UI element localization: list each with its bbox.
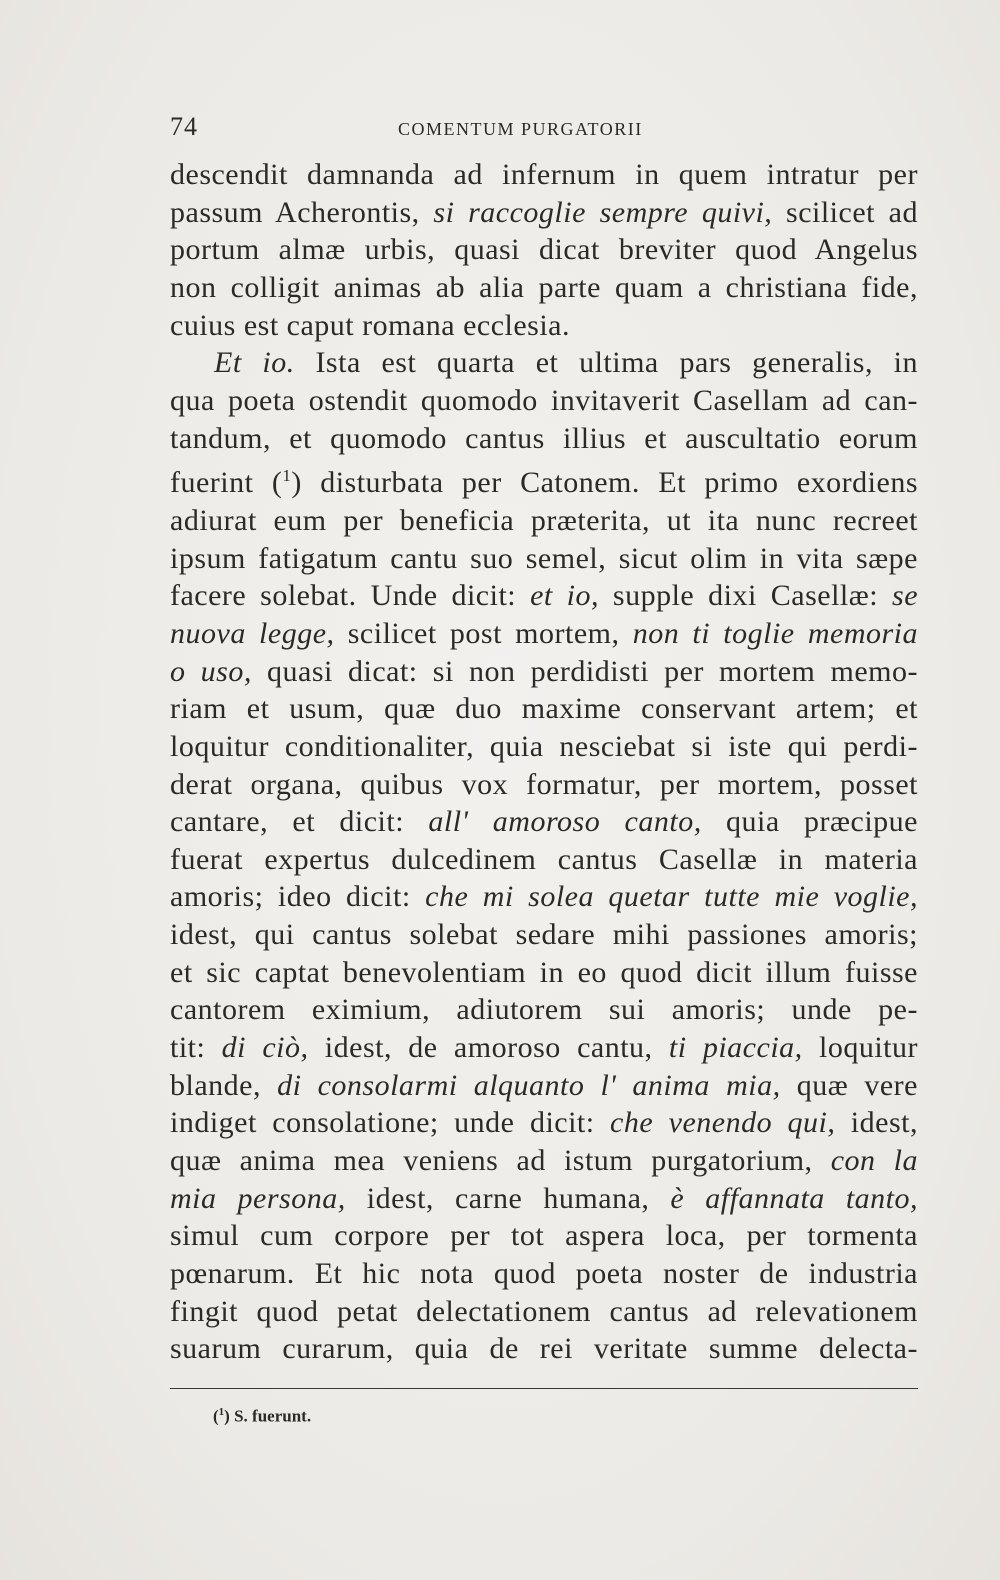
text-span: adiurat eum per beneficia præterita, ut ita nunc recreet: [170, 503, 918, 537]
text-span: scilicet ad: [772, 195, 918, 229]
text-span: riam et usum, quæ duo maxime conservant artem; et: [170, 692, 918, 726]
text-span: amoris; ideo dicit:: [170, 880, 426, 914]
footnote-marker: 1: [218, 1406, 225, 1418]
text-line: [170, 1180, 918, 1218]
footnote-reference: 1: [282, 466, 292, 486]
italic-span: se: [892, 579, 919, 613]
text-span: loquitur conditionaliter, quia nesciebat si iste qui perdi-: [170, 729, 918, 763]
italic-span: si raccoglie sempre quivi,: [433, 195, 773, 229]
text-span: descendit damnanda ad infernum in quem intratur per: [170, 158, 918, 191]
text-span: derat organa, quibus vox formatur, per mortem, posset: [170, 767, 918, 801]
text-span: quæ vere: [780, 1068, 918, 1102]
italic-span: è affannata tanto,: [670, 1181, 918, 1215]
text-line: [170, 502, 918, 540]
text-line: [170, 1293, 918, 1331]
text-span: idest, qui cantus solebat sedare mihi passiones amoris;: [170, 918, 918, 952]
text-line: [170, 156, 918, 194]
text-line: [170, 1217, 918, 1255]
page-number: 74: [170, 112, 198, 141]
text-line: [170, 954, 918, 992]
text-span: cuius est caput romana ecclesia.: [170, 308, 570, 342]
text-span: blande,: [170, 1068, 278, 1102]
text-line: [170, 991, 918, 1029]
text-line: [170, 344, 918, 382]
text-line: [170, 269, 918, 307]
text-span: ) disturbata per Catonem. Et primo exordiens: [291, 466, 918, 500]
text-span: facere solebat. Unde dicit:: [170, 579, 531, 613]
text-span: tandum, et quomodo cantus illius et auscultatio eorum: [170, 421, 918, 455]
text-line: [170, 577, 918, 615]
text-line: [170, 690, 918, 728]
text-span: portum almæ urbis, quasi dicat breviter quod Angelus: [170, 233, 918, 267]
text-line: [170, 1142, 918, 1180]
italic-span: che venendo qui,: [610, 1106, 836, 1140]
text-line: [170, 766, 918, 804]
text-line: [170, 1330, 918, 1368]
text-span: passum Acherontis,: [170, 195, 434, 229]
footnote-text: S. fuerunt.: [234, 1406, 312, 1426]
footnote: ($^1$) S. fuerunt.: [213, 1406, 312, 1426]
text-span: indiget consolatione; unde dicit:: [170, 1106, 611, 1140]
italic-span: mia persona,: [170, 1181, 346, 1215]
text-span: idest, de amoroso cantu,: [308, 1031, 669, 1065]
text-span: ipsum fatigatum cantu suo semel, sicut olim in vita sæpe: [170, 541, 918, 575]
text-span: fingit quod petat delectationem cantus ad relevationem: [170, 1294, 918, 1328]
italic-span: di ciò,: [221, 1031, 309, 1065]
italic-span: all' amoroso canto,: [428, 805, 702, 839]
text-line: [170, 307, 918, 345]
italic-span: che mi solea quetar tutte mie voglie,: [425, 880, 918, 914]
text-span: simul cum corpore per tot aspera loca, per tormenta: [170, 1219, 918, 1253]
text-line: [170, 878, 918, 916]
text-span: fuerat expertus dulcedinem cantus Casellæ in materia: [170, 842, 918, 876]
text-line: [170, 1067, 918, 1105]
text-line: [170, 194, 918, 232]
text-span: pœnarum. Et hic nota quod poeta noster de industria: [170, 1257, 918, 1291]
text-line: [170, 916, 918, 954]
italic-span: et io,: [530, 579, 599, 613]
text-span: qua poeta ostendit quomodo invitaverit Casellam ad can-: [170, 383, 918, 417]
italic-span: ti piaccia,: [668, 1031, 803, 1065]
text-span: quæ anima mea veniens ad istum purgatorium,: [170, 1144, 831, 1178]
text-line: [170, 1255, 918, 1293]
italic-span: non ti toglie memoria: [632, 616, 919, 650]
italic-span: Et io.: [214, 346, 295, 380]
running-head: [170, 112, 918, 142]
text-span: idest,: [835, 1106, 918, 1140]
text-line: [170, 841, 918, 879]
running-title: COMENTUM PURGATORII: [398, 119, 643, 139]
italic-span: con la: [830, 1144, 918, 1178]
text-line: [170, 1104, 918, 1142]
italic-span: o uso,: [170, 654, 252, 688]
body-text: [170, 156, 918, 1368]
text-span: cantare, et dicit:: [170, 805, 429, 839]
text-span: non colligit animas ab alia parte quam a christiana fide,: [170, 270, 918, 304]
text-line: [170, 803, 918, 841]
text-line: [170, 728, 918, 766]
text-line: [170, 653, 918, 691]
italic-span: nuova legge,: [170, 616, 335, 650]
text-line: [170, 1029, 918, 1067]
text-line: [170, 540, 918, 578]
text-line: [170, 420, 918, 458]
text-span: cantorem eximium, adiutorem sui amoris; unde pe-: [170, 993, 918, 1027]
text-span: idest, carne humana,: [345, 1181, 671, 1215]
text-span: Ista est quarta et ultima pars generalis, in: [294, 346, 918, 380]
text-line: [170, 382, 918, 420]
footnote-rule: [170, 1388, 918, 1389]
text-line: [170, 231, 918, 269]
text-span: scilicet post mortem,: [334, 616, 633, 650]
text-span: tit:: [170, 1031, 222, 1065]
italic-span: di consolarmi alquanto l' anima mia,: [277, 1068, 781, 1102]
text-span: supple dixi Casellæ:: [598, 579, 893, 613]
text-span: suarum curarum, quia de rei veritate summe delecta-: [170, 1332, 918, 1366]
text-span: quasi dicat: si non perdidisti per mortem memo-: [251, 654, 918, 688]
text-line: [170, 615, 918, 653]
text-span: loquitur: [802, 1031, 918, 1065]
text-span: fuerint (: [170, 466, 283, 500]
text-line: [170, 457, 918, 502]
text-span: quia præcipue: [701, 805, 918, 839]
text-span: et sic captat benevolentiam in eo quod dicit illum fuisse: [170, 955, 918, 989]
